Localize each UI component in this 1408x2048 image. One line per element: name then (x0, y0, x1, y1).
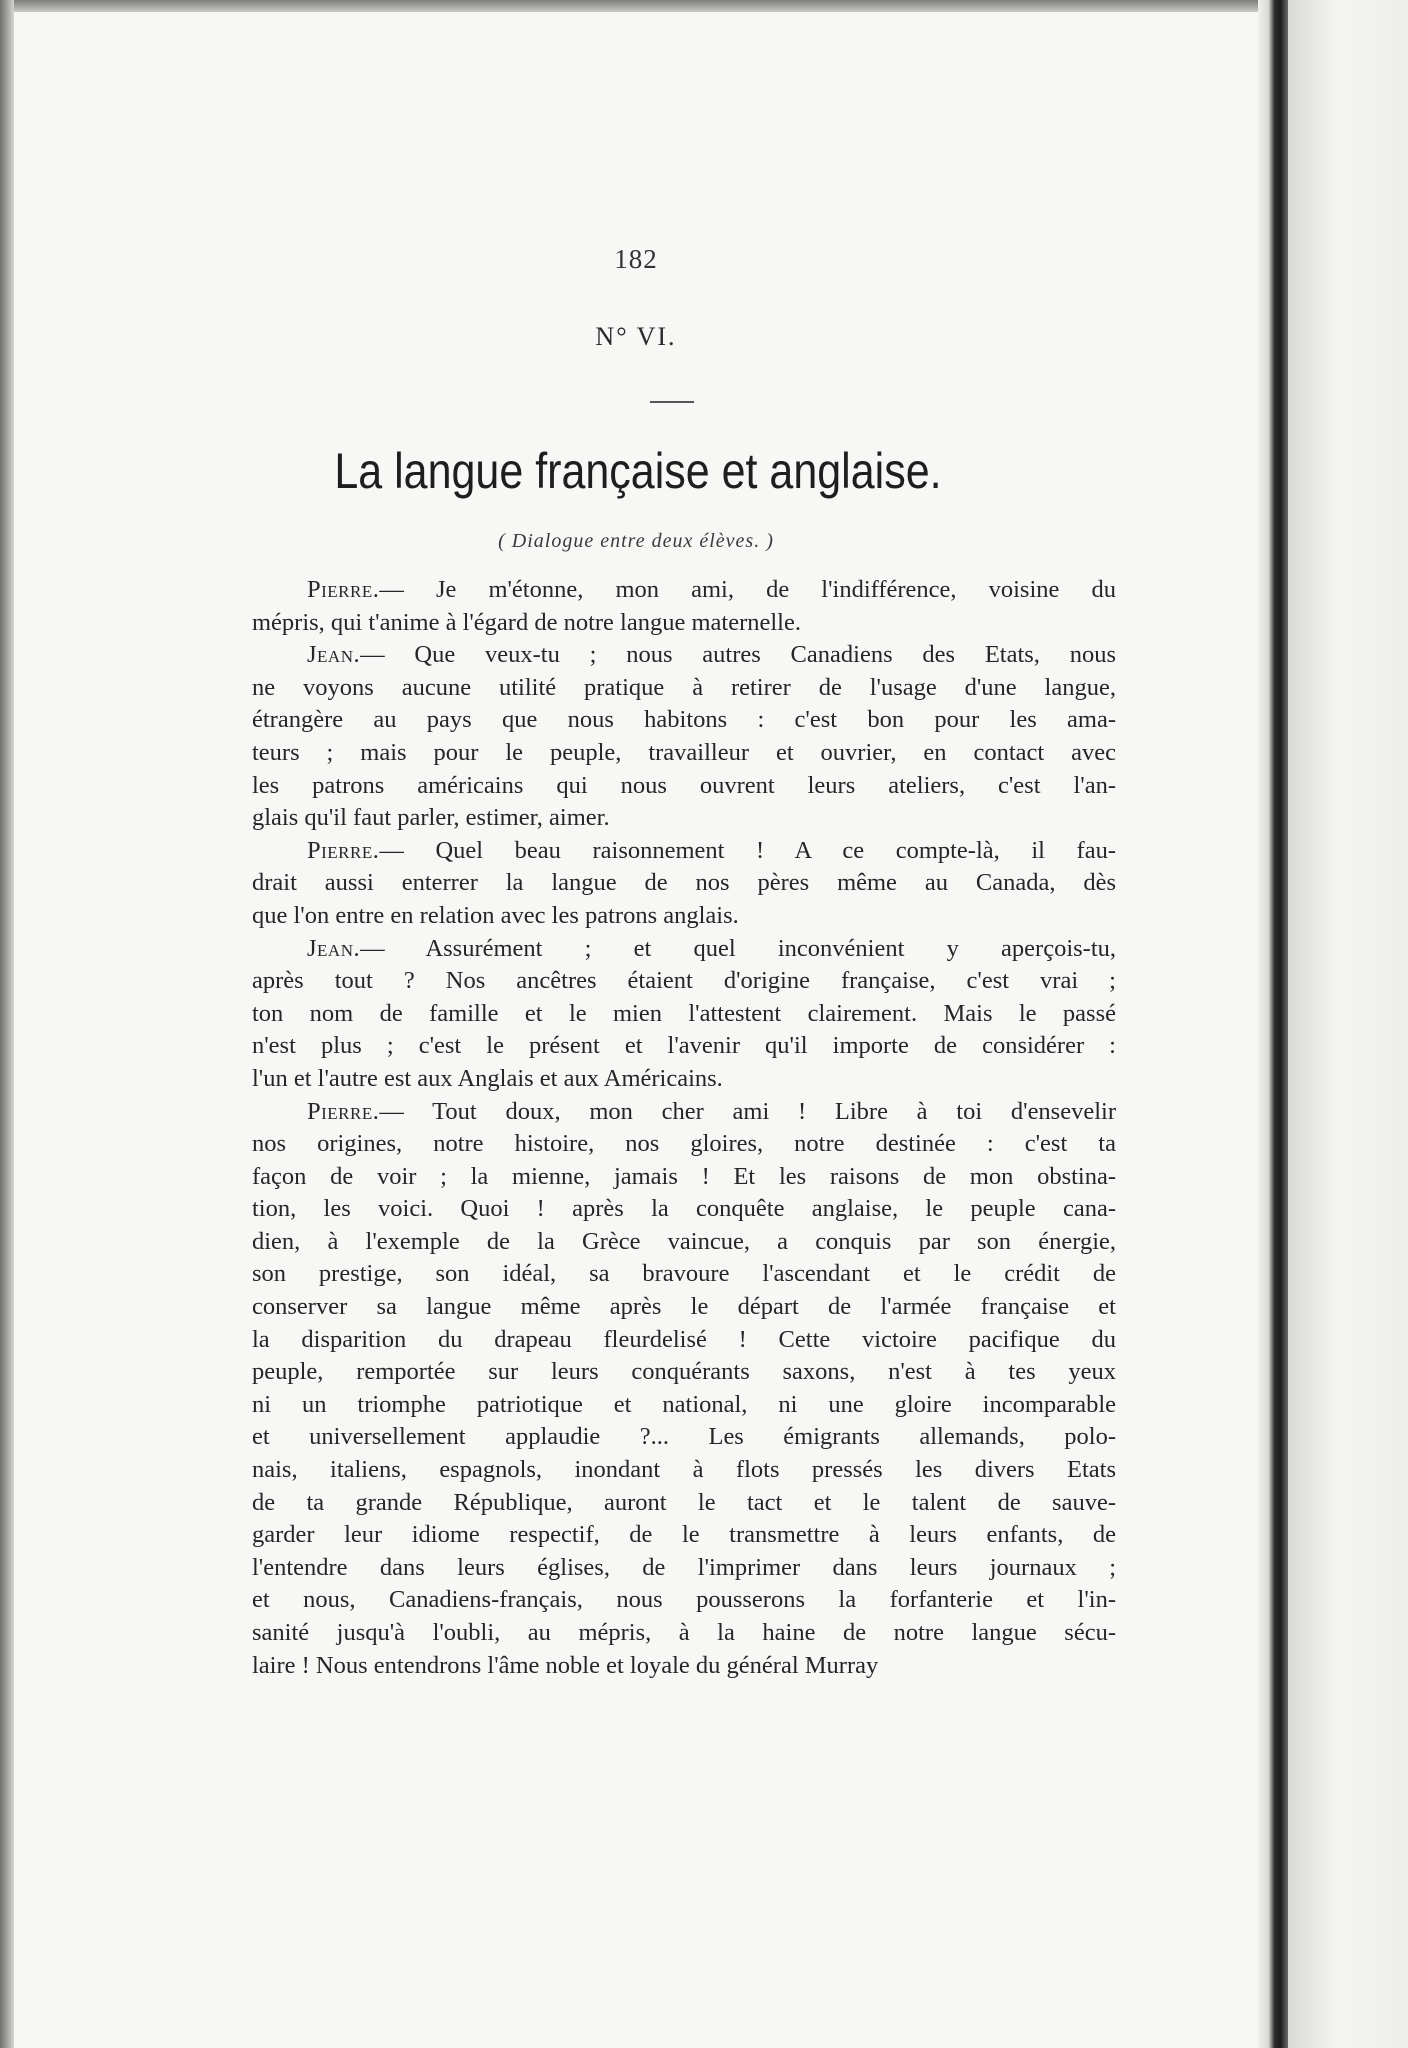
speech-text: — Que veux-tu ; nous autres Canadiens des Etats, nous (360, 641, 1116, 669)
text-line: façon de voir ; la mienne, jamais ! Et les raisons de mon obstina- (252, 1162, 1116, 1190)
speaker-name: Pierre. (307, 1097, 380, 1125)
speaker-name: Pierre. (307, 836, 380, 864)
text-line: glais qu'il faut parler, estimer, aimer. (252, 804, 610, 832)
text-line: ne voyons aucune utilité pratique à retirer de l'usage d'une langue, (252, 673, 1116, 701)
text-line: tion, les voici. Quoi ! après la conquête anglaise, le peuple cana- (252, 1195, 1116, 1223)
text-line: la disparition du drapeau fleurdelisé ! Cette victoire pacifique du (252, 1325, 1116, 1353)
text-line: sanité jusqu'à l'oubli, au mépris, à la haine de notre langue sécu- (252, 1619, 1116, 1646)
text-line: les patrons américains qui nous ouvrent leurs ateliers, c'est l'an- (252, 771, 1116, 799)
speech-text: — Quel beau raisonnement ! A ce compte-là, il fau- (379, 836, 1116, 864)
text-line (252, 574, 1116, 607)
text-line: son prestige, son idéal, sa bravoure l'ascendant et le crédit de (252, 1260, 1116, 1288)
book-page (14, 12, 1258, 2048)
speech-text: — Tout doux, mon cher ami ! Libre à toi d'ensevelir (379, 1097, 1116, 1125)
text-line (252, 1096, 1116, 1129)
text-line: n'est plus ; c'est le présent et l'avenir qu'il importe de considérer : (252, 1032, 1116, 1060)
text-line: laire ! Nous entendrons l'âme noble et loyale du général Murray (252, 1651, 879, 1679)
text-line: et universellement applaudie ?... Les émigrants allemands, polo- (252, 1423, 1116, 1451)
text-line: ton nom de famille et le mien l'attestent clairement. Mais le passé (252, 999, 1116, 1027)
dialogue-paragraph (252, 933, 1116, 1096)
text-line (252, 933, 1116, 966)
dialogue-paragraph (252, 1096, 1116, 1683)
title-divider (650, 401, 694, 403)
text-line: de ta grande République, auront le tact et le talent de sauve- (252, 1488, 1116, 1516)
section-number: N° VI. (595, 322, 677, 351)
speech-text: — Je m'étonne, mon ami, de l'indifférence, voisine du (379, 576, 1116, 603)
speaker-name: Jean. (307, 641, 361, 669)
text-line: ni un triomphe patriotique et national, ni une gloire incomparable (252, 1390, 1116, 1418)
text-line: que l'on entre en relation avec les patrons anglais. (252, 901, 739, 929)
text-line: nais, italiens, espagnols, inondant à flots pressés les divers Etats (252, 1456, 1116, 1484)
text-line: peuple, remportée sur leurs conquérants saxons, n'est à tes yeux (252, 1358, 1116, 1386)
text-line: drait aussi enterrer la langue de nos pères même au Canada, dès (252, 869, 1116, 897)
speech-text: — Assurément ; et quel inconvénient y aperçois-tu, (360, 934, 1116, 962)
text-line (252, 835, 1116, 868)
dialogue-paragraph (252, 574, 1116, 639)
chapter-subtitle: ( Dialogue entre deux élèves. ) (498, 530, 774, 552)
text-line: l'entendre dans leurs églises, de l'imprimer dans leurs journaux ; (252, 1553, 1116, 1581)
text-line: après tout ? Nos ancêtres étaient d'origine française, c'est vrai ; (252, 967, 1116, 995)
dialogue-paragraph (252, 639, 1116, 835)
text-line: garder leur idiome respectif, de le transmettre à leurs enfants, de (252, 1521, 1116, 1549)
text-line: nos origines, notre histoire, nos gloires, notre destinée : c'est ta (252, 1130, 1116, 1158)
text-line: dien, à l'exemple de la Grèce vaincue, a conquis par son énergie, (252, 1227, 1116, 1255)
text-line: mépris, qui t'anime à l'égard de notre langue maternelle. (252, 608, 801, 636)
book-gutter-shadow (1258, 0, 1288, 2048)
text-line: étrangère au pays que nous habitons : c'est bon pour les ama- (252, 706, 1116, 734)
chapter-title: La langue française et anglaise. (334, 443, 942, 499)
text-line: l'un et l'autre est aux Anglais et aux Américains. (252, 1064, 723, 1092)
page-number: 182 (614, 244, 658, 274)
text-line: et nous, Canadiens-français, nous pousserons la forfanterie et l'in- (252, 1586, 1116, 1614)
dialogue-paragraph (252, 835, 1116, 933)
scan-top-edge (0, 0, 1408, 12)
text-line (252, 639, 1116, 672)
speaker-name: Jean. (307, 934, 361, 962)
facing-page-edge (1288, 0, 1408, 2048)
text-line: conserver sa langue même après le départ de l'armée française et (252, 1293, 1116, 1321)
speaker-name: Pierre. (307, 576, 380, 603)
text-line: teurs ; mais pour le peuple, travailleur et ouvrier, en contact avec (252, 738, 1116, 766)
dialogue-body (252, 574, 1116, 1682)
scan-left-edge (0, 0, 14, 2048)
